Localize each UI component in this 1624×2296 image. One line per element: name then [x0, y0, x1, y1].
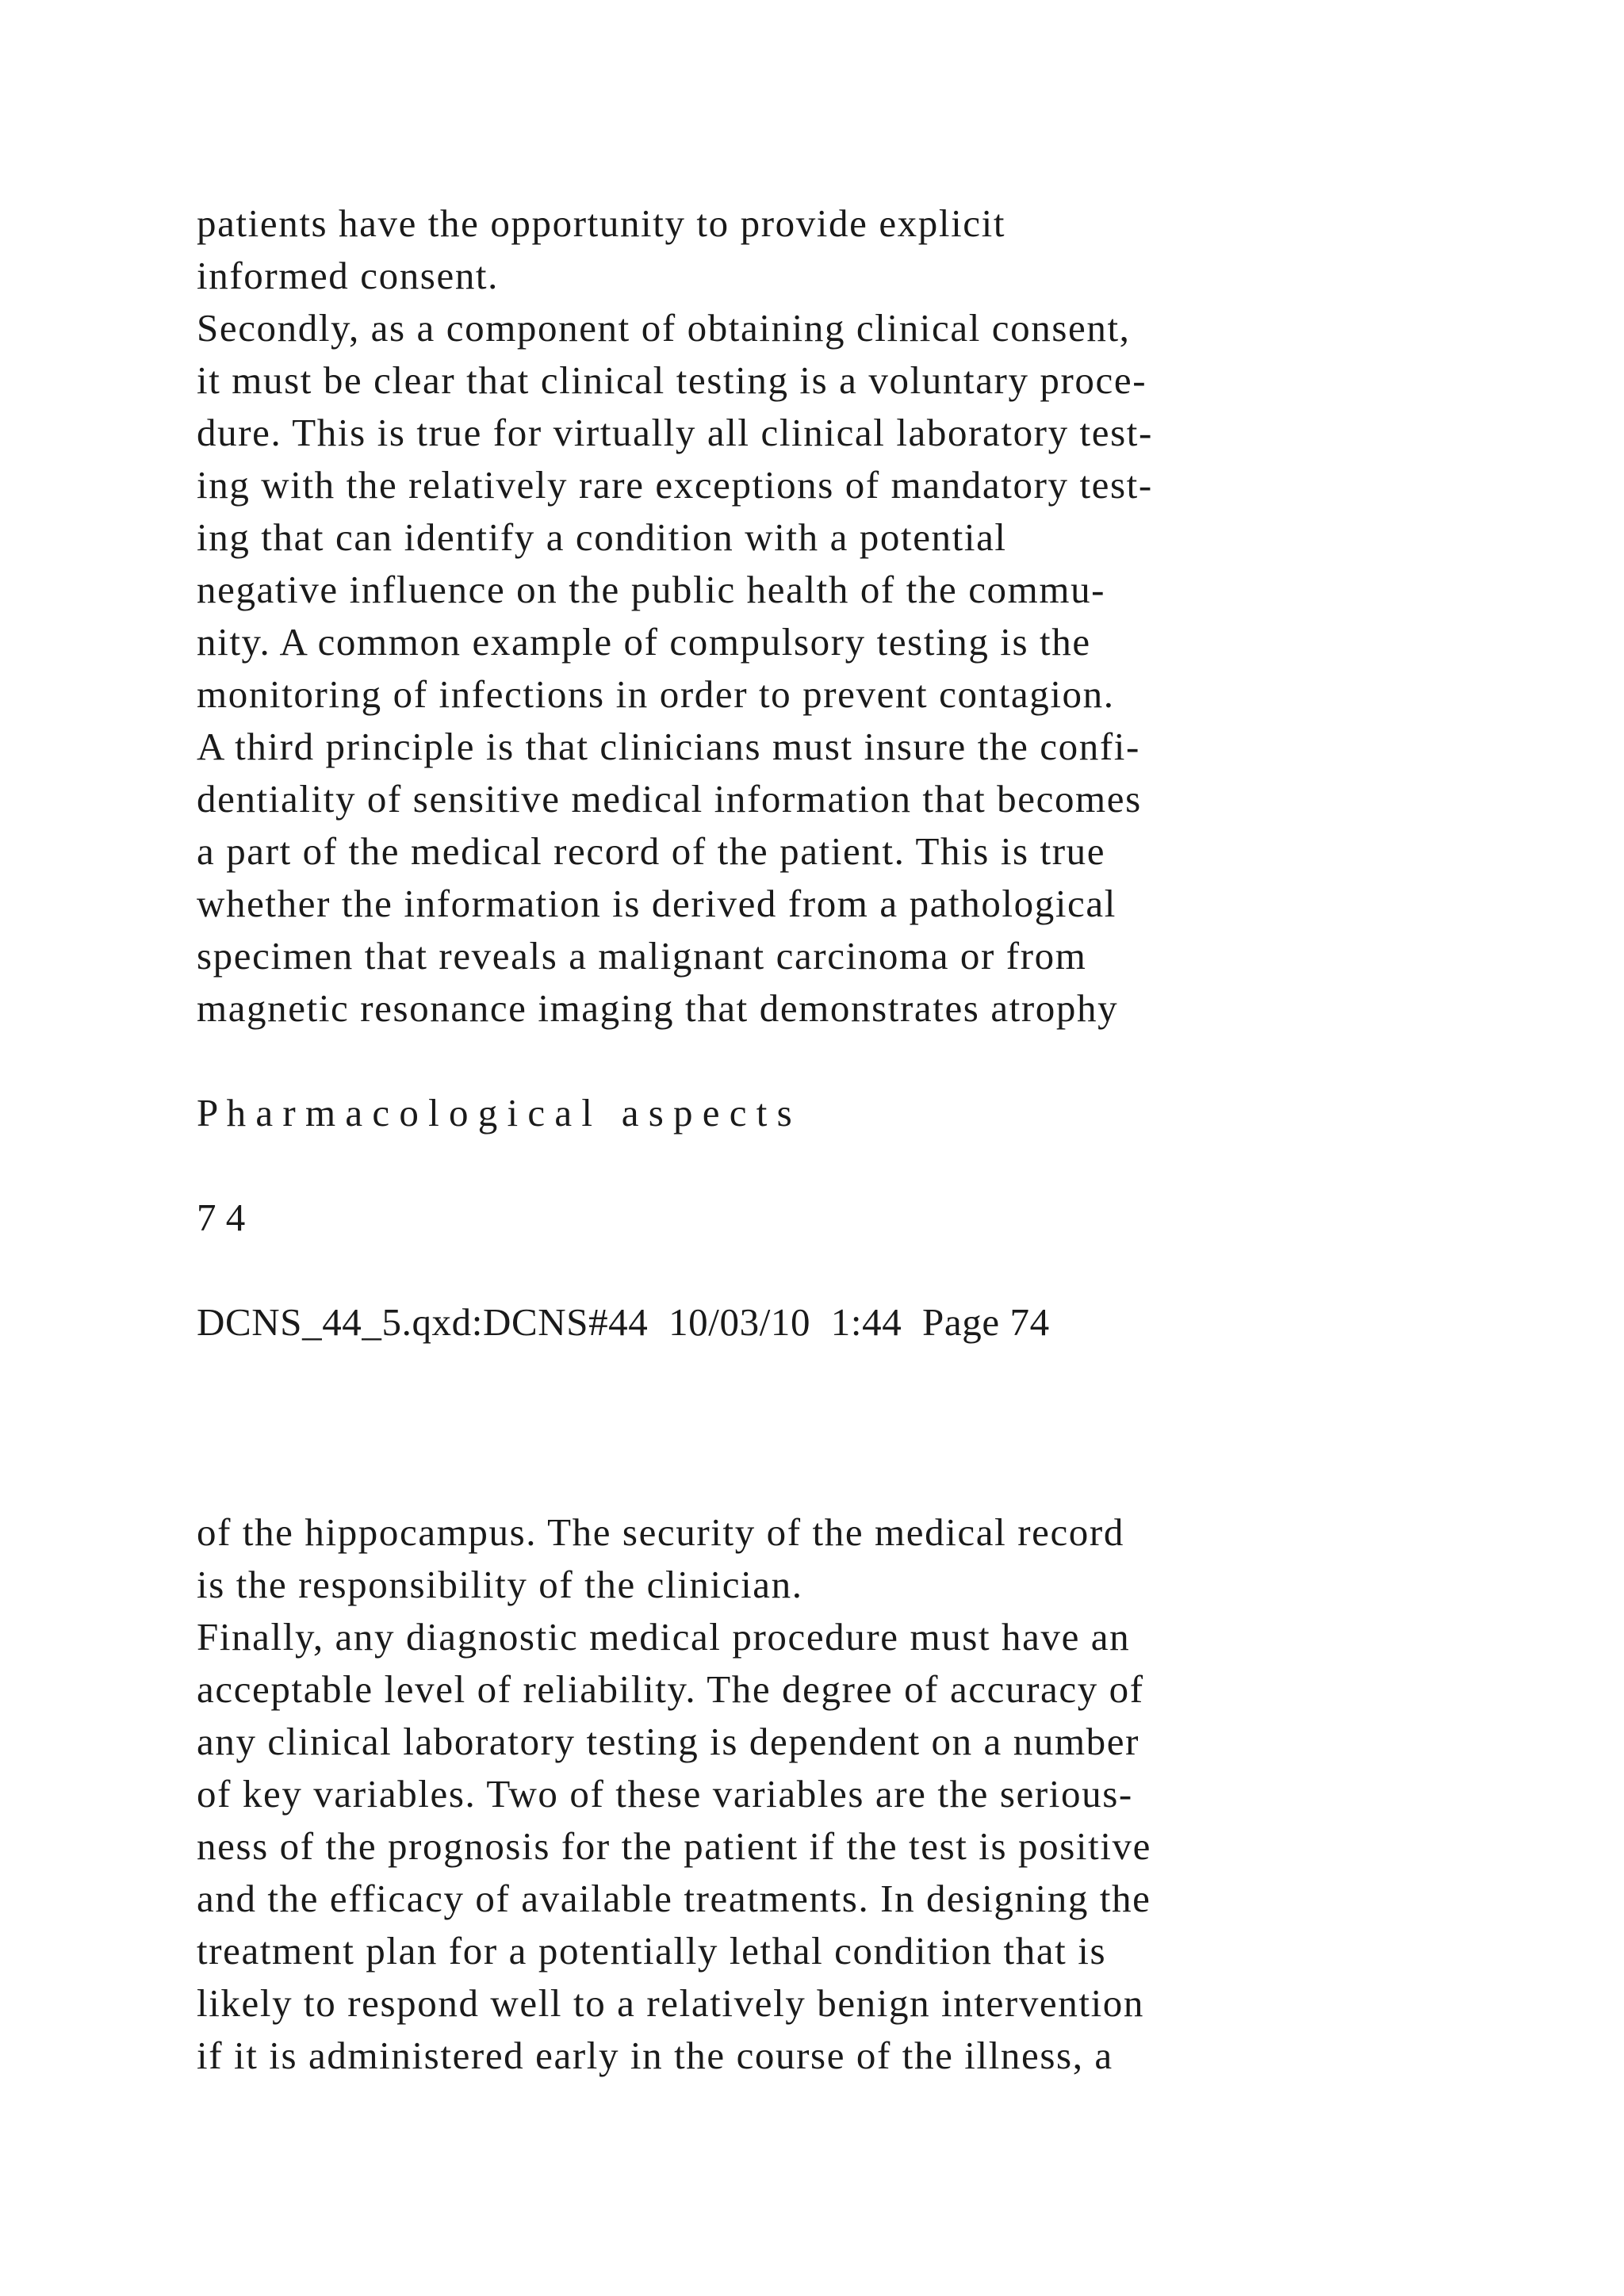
text-line: ing with the relatively rare exceptions of mandatory test- [197, 463, 1153, 507]
text-line: magnetic resonance imaging that demonstrates atrophy [197, 986, 1119, 1030]
text-line: acceptable level of reliability. The degree of accuracy of [197, 1667, 1144, 1711]
text-line: specimen that reveals a malignant carcinoma or from [197, 934, 1087, 978]
page-number: 7 4 [197, 1196, 246, 1239]
text-line: negative influence on the public health of the commu- [197, 568, 1106, 611]
text-line: it must be clear that clinical testing is a voluntary proce- [197, 358, 1147, 402]
text-line: treatment plan for a potentially lethal condition that is [197, 1929, 1107, 1973]
text-line: nity. A common example of compulsory testing is the [197, 620, 1091, 664]
text-line: Secondly, as a component of obtaining clinical consent, [197, 306, 1131, 350]
text-line: ing that can identify a condition with a potential [197, 515, 1007, 559]
text-line: a part of the medical record of the patient. This is true [197, 829, 1106, 873]
text-line: of key variables. Two of these variables are the serious- [197, 1772, 1133, 1816]
text-line: any clinical laboratory testing is dependent on a number [197, 1720, 1140, 1763]
file-info: DCNS_44_5.qxd:DCNS#44 10/03/10 1:44 Page 74 [197, 1300, 1050, 1344]
text-line: monitoring of infections in order to prevent contagion. [197, 672, 1115, 716]
text-line: dure. This is true for virtually all clinical laboratory test- [197, 411, 1153, 454]
text-line: Finally, any diagnostic medical procedure must have an [197, 1615, 1131, 1659]
text-line: dentiality of sensitive medical information that becomes [197, 777, 1142, 821]
text-line: patients have the opportunity to provide explicit [197, 201, 1006, 245]
text-line: and the efficacy of available treatments. In designing the [197, 1877, 1151, 1920]
text-line: whether the information is derived from a pathological [197, 882, 1116, 925]
section-heading: P h a r m a c o l o g i c a l a s p e c t s [197, 1091, 792, 1135]
text-line: is the responsibility of the clinician. [197, 1563, 803, 1606]
text-line: A third principle is that clinicians must insure the confi- [197, 725, 1140, 768]
text-line: ness of the prognosis for the patient if the test is positive [197, 1824, 1151, 1868]
text-line: informed consent. [197, 254, 499, 297]
text-line: if it is administered early in the course of the illness, a [197, 2034, 1113, 2077]
text-line: of the hippocampus. The security of the medical record [197, 1510, 1124, 1554]
text-line: likely to respond well to a relatively benign intervention [197, 1981, 1145, 2025]
